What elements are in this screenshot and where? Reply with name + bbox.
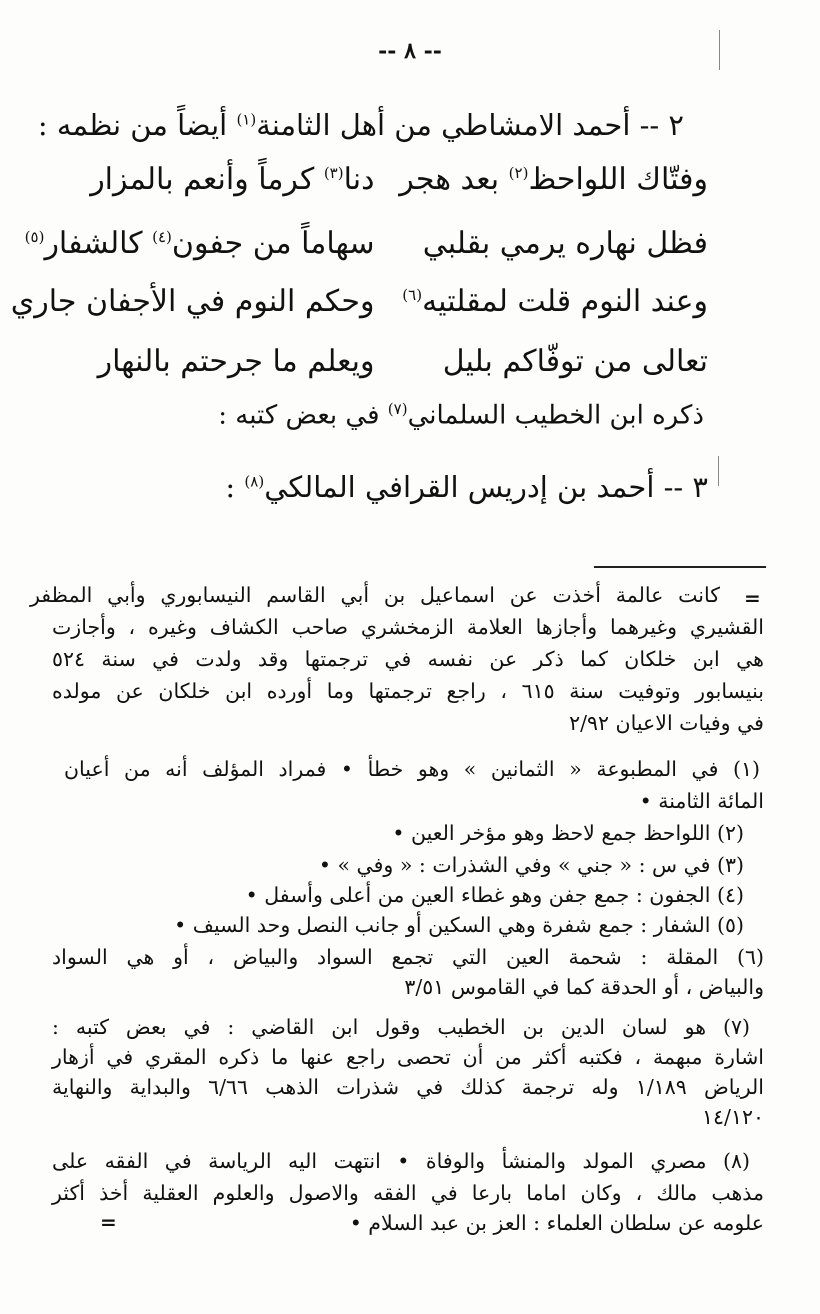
poem-verse-1 <box>90 162 708 197</box>
footnote-1-line: المائة الثامنة • <box>639 789 764 813</box>
margin-mark <box>718 456 719 486</box>
footnote-continued-line: كانت عالمة أخذت عن اسماعيل بن أبي القاسم النيسابوري وأبي المظفر <box>30 583 720 607</box>
footnote-8-line: (٨) مصري المولد والمنشأ والوفاة • انتهت اليه الرياسة في الفقه على <box>52 1149 750 1173</box>
attribution-tail: في بعض كتبه : <box>218 400 380 431</box>
verse-1-text-a: وفتّاك اللواحظ <box>528 162 708 197</box>
entry-2-intro: أيضاً من نظمه : <box>37 108 228 142</box>
poem-verse-2 <box>25 226 708 261</box>
continuation-marker-end: = <box>100 1210 117 1234</box>
verse-3-first-hemistich <box>402 284 708 319</box>
verse-2-second-hemistich <box>25 226 375 261</box>
verse-4-text-a: تعالى من توفّاكم بليل <box>442 344 708 379</box>
verse-1-text-b: بعد هجر <box>399 162 500 197</box>
footnote-2: (٢) اللواحظ جمع لاحظ وهو مؤخر العين • <box>392 821 744 845</box>
verse-4-text-b: ويعلم ما جرحتم بالنهار <box>97 344 375 379</box>
verse-3-text-a: وعند النوم قلت لمقلتيه <box>422 284 708 319</box>
verse-2-text-c: كالشفار <box>44 226 143 261</box>
footnote-ref-8: (٨) <box>244 472 265 491</box>
verse-2-first-hemistich <box>418 226 708 261</box>
footnote-7-line: ١٤/١٢٠ <box>702 1105 764 1129</box>
footnote-separator <box>594 566 766 568</box>
footnote-5: (٥) الشفار : جمع شفرة وهي السكين أو جانب النصل وحد السيف • <box>174 913 744 937</box>
attribution-line <box>218 400 704 431</box>
attribution-text: ذكره ابن الخطيب السلماني <box>407 400 704 431</box>
footnote-ref-4: (٤) <box>152 228 172 246</box>
footnote-continued-line: هي ابن خلكان كما ذكر عن نفسه في ترجمتها وقد ولدت في سنة ٥٢٤ <box>52 647 764 671</box>
verse-1-text-d: كرماً وأنعم بالمزار <box>90 162 315 197</box>
footnote-6-line: والبياض ، أو الحدقة كما في القاموس ٣/٥١ <box>404 975 764 999</box>
entry-2-heading <box>38 108 684 142</box>
footnote-8-line: علومه عن سلطان العلماء : العز بن عبد السلام • <box>349 1211 764 1235</box>
footnote-1-line: (١) في المطبوعة « الثمانين » وهو خطأ • فمراد المؤلف أنه من أعيان <box>64 757 760 781</box>
footnote-ref-7: (٧) <box>387 400 408 418</box>
verse-2-text-a: فظل نهاره يرمي بقلبي <box>422 226 708 261</box>
poem-verse-4 <box>98 344 708 379</box>
verse-1-second-hemistich <box>90 162 374 197</box>
footnote-continued-line: بنيسابور وتوفيت سنة ٦١٥ ، راجع ترجمتها وما أورده ابن خلكان عن مولده <box>52 679 764 703</box>
footnote-4: (٤) الجفون : جمع جفن وهو غطاء العين من أعلى وأسفل • <box>245 883 744 907</box>
footnote-7-line: اشارة مبهمة ، فكتبه أكثر من أن تحصى راجع عنها ما ذكره المقري في أزهار <box>52 1045 764 1069</box>
footnote-8-line: مذهب مالك ، وكان اماما بارعا في الفقه والاصول والعلوم العقلية أخذ أكثر <box>52 1181 764 1205</box>
footnote-6-line: (٦) المقلة : شحمة العين التي تجمع السواد والبياض ، أو هي السواد <box>52 945 764 969</box>
verse-4-second-hemistich <box>98 344 375 379</box>
margin-mark <box>719 30 720 70</box>
footnote-continued-line: في وفيات الاعيان ٢/٩٢ <box>569 711 764 735</box>
poem-verse-3 <box>11 284 708 319</box>
entry-2-name: ٢ -- أحمد الامشاطي من أهل الثامنة <box>256 108 684 142</box>
verse-3-text-b: وحكم النوم في الأجفان جاري <box>10 284 375 319</box>
footnote-3: (٣) في س : « جني » وفي الشذرات : « وفي » • <box>318 853 744 877</box>
verse-3-second-hemistich <box>11 284 375 319</box>
footnote-ref-1: (١) <box>236 110 257 129</box>
verse-4-first-hemistich <box>418 344 708 379</box>
verse-2-text-b: سهاماً من جفون <box>171 226 375 261</box>
entry-3-colon: : <box>225 470 236 504</box>
footnote-7-line: الرياض ١/١٨٩ وله ترجمة كذلك في شذرات الذهب ٦/٦٦ والبداية والنهاية <box>52 1075 764 1099</box>
footnote-ref-2: (٢) <box>508 164 529 182</box>
footnote-ref-6: (٦) <box>402 286 423 304</box>
verse-1-first-hemistich <box>399 162 708 197</box>
verse-1-text-c: دنا <box>343 162 375 197</box>
footnote-continued-line: القشيري وغيرهما وأجازها العلامة الزمخشري صاحب الكشاف وغيره ، وأجازت <box>52 615 764 639</box>
footnote-ref-5: (٥) <box>24 228 45 246</box>
continuation-marker: = <box>744 586 761 610</box>
entry-3-heading <box>225 470 708 504</box>
page-number: -- ٨ -- <box>378 38 442 64</box>
entry-3-name: ٣ -- أحمد بن إدريس القرافي المالكي <box>264 470 708 504</box>
footnote-ref-3: (٣) <box>323 164 344 182</box>
footnote-7-line: (٧) هو لسان الدين بن الخطيب وقول ابن القاضي : في بعض كتبه : <box>52 1015 750 1039</box>
